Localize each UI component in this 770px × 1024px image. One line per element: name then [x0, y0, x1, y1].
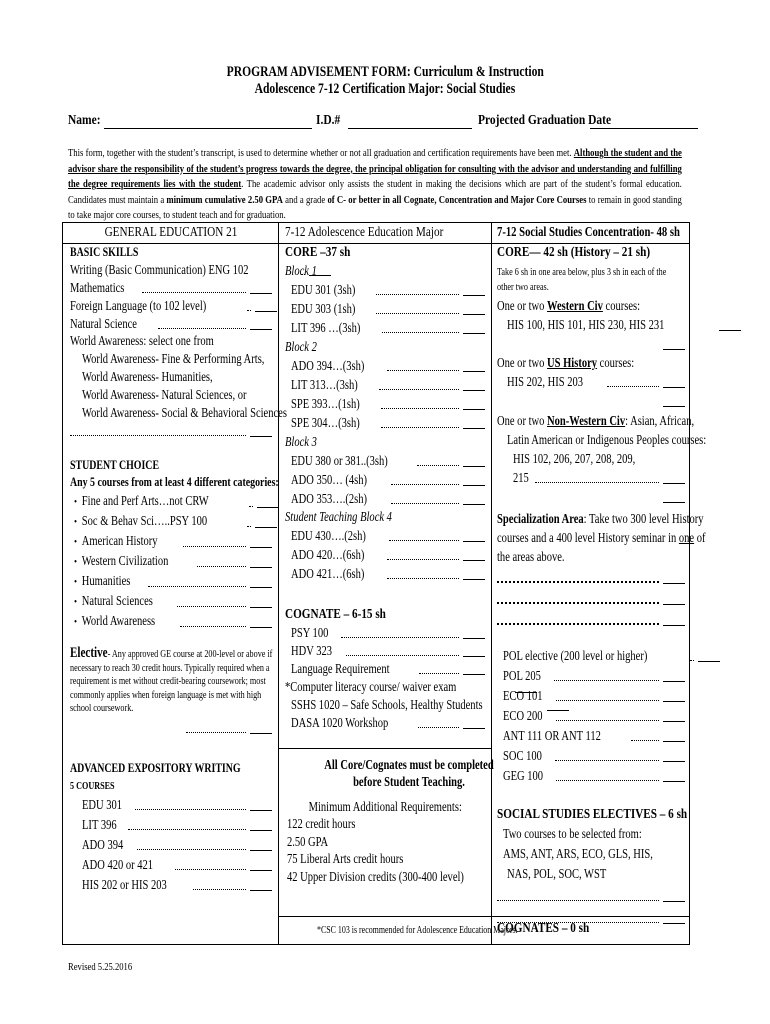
list-item: • Western Civilization [70, 554, 272, 570]
list-item: • Soc & Behav Sci…..PSY 100 [70, 514, 272, 530]
requirements-table [62, 222, 707, 945]
list-item: EDU 303 (1sh) [285, 301, 485, 317]
grade-blank[interactable] [663, 681, 685, 682]
grade-blank[interactable] [250, 436, 272, 437]
list-item: ADO 420…(6sh) [285, 547, 485, 563]
list-item: PSY 100 [285, 625, 485, 641]
grade-blank[interactable] [663, 761, 685, 762]
grade-blank[interactable] [663, 625, 685, 626]
grade-blank[interactable] [719, 330, 741, 331]
list-item: • Fine and Perf Arts…not CRW [70, 494, 272, 510]
grade-blank[interactable] [663, 387, 685, 388]
grade-blank[interactable] [257, 507, 279, 508]
list-item: EDU 430….(2sh) [285, 528, 485, 544]
list-item [497, 393, 685, 409]
student-info-row [68, 113, 702, 131]
grade-blank[interactable] [663, 741, 685, 742]
grade-blank[interactable] [250, 567, 272, 568]
completion-note-box: All Core/Cognates must be completed before Student Teaching. Minimum Additional Requirements: 122 credit hours 2.50 GPA 75 Liberal Arts credit hours 42 Upper Division credits (300-400 level) [278, 748, 492, 917]
list-item: • Humanities [70, 574, 272, 590]
advanced-writing-heading: ADVANCED EXPOSITORY WRITING [70, 759, 241, 775]
gen-ed-heading: GENERAL EDUCATION 21 [104, 225, 238, 240]
list-item: • World Awareness [70, 614, 272, 630]
grade-blank[interactable] [663, 721, 685, 722]
list-item: World Awareness- Social & Behavioral Sciences [82, 405, 287, 420]
list-item: EDU 301 [70, 797, 272, 813]
grade-blank[interactable] [250, 810, 272, 811]
list-item: ADO 394 [70, 837, 272, 853]
list-item: • Natural Sciences [70, 594, 272, 610]
list-item: HIS 202, HIS 203 [497, 374, 685, 390]
general-education-column [70, 223, 287, 893]
grade-blank[interactable] [250, 293, 272, 294]
grade-blank[interactable] [250, 890, 272, 891]
list-item [70, 720, 272, 736]
list-item [497, 888, 685, 904]
list-item: ADO 350… (4sh) [285, 472, 485, 488]
min-liberal-arts: 75 Liberal Arts credit hours [287, 851, 404, 866]
graduation-date-field[interactable] [590, 128, 698, 129]
list-item [70, 423, 272, 439]
grade-blank[interactable] [250, 329, 272, 330]
grade-blank[interactable] [250, 627, 272, 628]
grade-blank[interactable] [463, 638, 485, 639]
grade-blank[interactable] [463, 560, 485, 561]
ss-core-heading: CORE— 42 sh (History – 21 sh) [497, 245, 651, 260]
list-item: LIT 396 [70, 817, 272, 833]
social-studies-column [497, 223, 707, 926]
list-item: Foreign Language (to 102 level) [70, 298, 272, 314]
list-item: Language Requirement [285, 661, 485, 677]
list-item: HIS 202 or HIS 203 [70, 877, 272, 893]
list-item: HDV 323 [285, 643, 485, 659]
ss-electives-heading: SOCIAL STUDIES ELECTIVES – 6 sh [497, 807, 688, 822]
grade-blank[interactable] [463, 466, 485, 467]
form-subtitle: Adolescence 7-12 Certification Major: Social Studies [254, 81, 516, 97]
grade-blank[interactable] [663, 406, 685, 407]
grade-blank[interactable] [663, 781, 685, 782]
grade-blank[interactable] [463, 314, 485, 315]
list-item: ADO 394…(3sh) [285, 358, 485, 374]
grade-blank[interactable] [255, 311, 277, 312]
grade-blank[interactable] [663, 583, 685, 584]
non-western-line: Latin American or Indigenous Peoples courses: [507, 432, 707, 447]
major-heading: 7-12 Adolescence Education Major [285, 225, 444, 240]
specialization-line: the areas above. [497, 549, 565, 564]
list-item: SPE 304…(3sh) [285, 415, 485, 431]
grade-blank[interactable] [250, 547, 272, 548]
block-4-heading: Student Teaching Block 4 [285, 509, 392, 524]
form-title: PROGRAM ADVISEMENT FORM: Curriculum & Instruction [226, 64, 544, 80]
list-item: 215 [497, 470, 685, 486]
id-field[interactable] [348, 128, 472, 129]
student-choice-subheading: Any 5 courses from at least 4 different categories: [70, 474, 279, 489]
cognate-heading: COGNATE – 6-15 sh [285, 607, 386, 622]
grade-blank[interactable] [463, 485, 485, 486]
list-item: World Awareness- Humanities, [82, 369, 213, 384]
grade-blank[interactable] [463, 674, 485, 675]
western-civ-heading: One or two Western Civ courses: [497, 298, 641, 313]
grade-blank[interactable] [463, 409, 485, 410]
non-western-line: HIS 102, 206, 207, 208, 209, [513, 451, 636, 466]
grade-blank[interactable] [463, 390, 485, 391]
grade-blank[interactable] [663, 923, 685, 924]
core-heading: CORE –37 sh [285, 245, 351, 260]
graduation-date-label: Projected Graduation Date [478, 113, 612, 128]
grade-blank[interactable] [255, 527, 277, 528]
min-gpa: 2.50 GPA [287, 833, 329, 849]
grade-blank[interactable] [463, 728, 485, 729]
name-field[interactable] [104, 128, 312, 129]
list-item: POL 205 [497, 668, 685, 684]
list-item: HIS 100, HIS 101, HIS 230, HIS 231 [497, 317, 685, 333]
grade-blank[interactable] [250, 830, 272, 831]
list-item: World Awareness: select one from [70, 333, 214, 348]
grade-blank[interactable] [463, 428, 485, 429]
list-item [497, 336, 685, 352]
grade-blank[interactable] [250, 607, 272, 608]
list-item: EDU 301 (3sh) [285, 282, 485, 298]
list-item [497, 591, 685, 607]
list-item: ECO 200 [497, 708, 685, 724]
list-item [497, 489, 685, 505]
grade-blank[interactable] [250, 870, 272, 871]
grade-blank[interactable] [663, 483, 685, 484]
min-credit-hours: 122 credit hours [287, 816, 356, 831]
concentration-heading: 7-12 Social Studies Concentration- 48 sh [497, 225, 680, 240]
five-courses-label: 5 COURSES [70, 779, 115, 792]
list-item: ADO 420 or 421 [70, 857, 272, 873]
list-item: World Awareness- Natural Sciences, or [82, 387, 247, 402]
list-item: SPE 393…(1sh) [285, 396, 485, 412]
id-label: I.D.# [316, 113, 341, 128]
min-upper-division: 42 Upper Division credits (300-400 level) [287, 868, 464, 884]
list-item: GEG 100 [497, 768, 685, 784]
block-3-heading: Block 3 [285, 434, 317, 449]
grade-blank[interactable] [463, 656, 485, 657]
elective-note: Elective- Any approved GE course at 200-level or above if necessary to reach 30 credit hours. Typically required when a requirement is met without credit-bearing coursework; most commonly applies when foreign language is met with high school coursework. [70, 645, 273, 714]
grade-blank[interactable] [463, 333, 485, 334]
list-item: ADO 353….(2sh) [285, 491, 485, 507]
revision-date: Revised 5.25.2016 [68, 961, 133, 973]
block-2-heading: Block 2 [285, 339, 317, 354]
grade-blank[interactable] [250, 587, 272, 588]
list-item: POL elective (200 level or higher) [497, 648, 685, 664]
list-item: *Computer literacy course/ waiver exam [285, 679, 485, 695]
list-item: ECO 101 [497, 688, 685, 704]
grade-blank[interactable] [463, 504, 485, 505]
list-item: ADO 421…(6sh) [285, 566, 485, 582]
list-item: DASA 1020 Workshop [285, 715, 485, 731]
list-item: EDU 380 or 381..(3sh) [285, 453, 485, 469]
grade-blank[interactable] [463, 295, 485, 296]
specialization-line: courses and a 400 level History seminar in one of [497, 530, 706, 545]
grade-blank[interactable] [663, 502, 685, 503]
core-note: Take 6 sh in one area below, plus 3 sh in each of the other two areas. [497, 266, 667, 293]
grade-blank[interactable] [463, 541, 485, 542]
us-history-heading: One or two US History courses: [497, 355, 635, 370]
student-choice-heading: STUDENT CHOICE [70, 457, 160, 472]
list-item [497, 570, 685, 586]
list-item: World Awareness- Fine & Performing Arts, [82, 351, 265, 366]
list-item: Mathematics [70, 280, 272, 296]
list-item: ANT 111 OR ANT 112 [497, 728, 685, 744]
list-item: SOC 100 [497, 748, 685, 764]
grade-blank[interactable] [250, 850, 272, 851]
grade-blank[interactable] [463, 579, 485, 580]
block-1-heading: Block 1 [285, 263, 317, 278]
ss-electives-note: Two courses to be selected from: [503, 826, 642, 841]
list-item: SSHS 1020 – Safe Schools, Healthy Students [285, 697, 485, 713]
basic-skills-heading: BASIC SKILLS [70, 244, 139, 259]
grade-blank[interactable] [663, 901, 685, 902]
list-item: • American History [70, 534, 272, 550]
list-item: Writing (Basic Communication) ENG 102 [70, 262, 272, 278]
list-item: Natural Science [70, 316, 272, 332]
intro-paragraph: This form, together with the student’s transcript, is used to determine whether or not all graduation and certification requirements have been met. Although the student and the advisor share the responsibility of the student’s progress towards the degree, the principal obligation for consulting with the advisor and understanding and fulfilling the degree requirements lies with the student. The academic advisor only assists the student in making the decisions which are part of the student’s formal education. Candidates must maintain a minimum cumulative 2.50 GPA and a grade of C- or better in all Cognate, Concentration and Major Core Courses to remain in good standing to take major core courses, to student teach and for graduation. [68, 147, 682, 221]
grade-blank[interactable] [463, 371, 485, 372]
csc-footnote-box: *CSC 103 is recommended for Adolescence Education Majors. [278, 916, 492, 946]
grade-blank[interactable] [663, 604, 685, 605]
cognates-zero-label: COGNATES – 0 sh [497, 921, 590, 936]
grade-blank[interactable] [663, 349, 685, 350]
ss-electives-note: NAS, POL, SOC, WST [507, 866, 607, 881]
specialization-line: Specialization Area: Take two 300 level History [497, 511, 704, 526]
name-label: Name: [68, 113, 101, 128]
grade-blank[interactable] [250, 733, 272, 734]
list-item [497, 612, 685, 628]
ss-electives-note: AMS, ANT, ARS, ECO, GLS, HIS, [503, 846, 653, 861]
list-item: LIT 313…(3sh) [285, 377, 485, 393]
education-major-column [285, 223, 485, 731]
grade-blank[interactable] [698, 661, 720, 662]
non-western-heading: One or two Non-Western Civ: Asian, African, [497, 413, 695, 428]
grade-blank[interactable] [663, 701, 685, 702]
list-item: LIT 396 …(3sh) [285, 320, 485, 336]
